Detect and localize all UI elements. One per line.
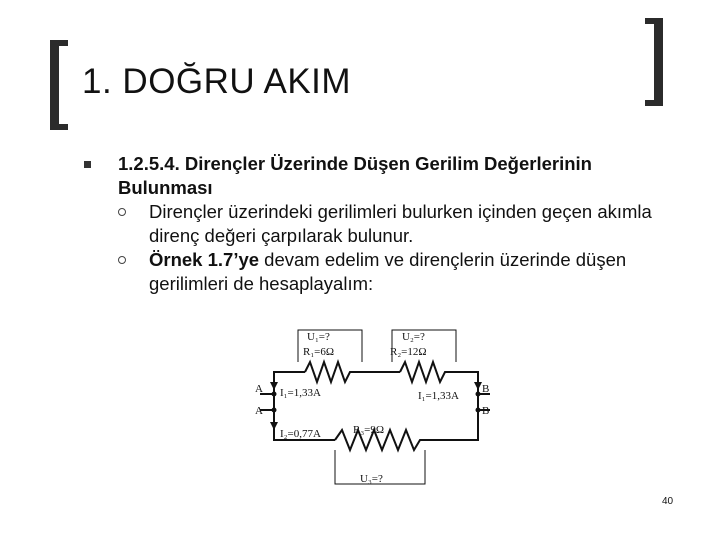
u3-label: U₃=?	[360, 473, 383, 485]
ring-bullet-icon	[118, 208, 126, 216]
heading-text: 1.2.5.4. Dirençler Üzerinde Düşen Gerilim Değerlerinin Bulunması	[118, 153, 592, 198]
circuit-diagram	[250, 322, 500, 492]
sub-bullet-1-text: Dirençler üzerindeki gerilimleri bulurken içinden geçen akımla direnç değeri çarpılarak bulunur.	[149, 201, 652, 246]
u1-label: U₁=?	[307, 331, 330, 343]
r2-label: R₂=12Ω	[390, 346, 427, 358]
resistor-r1	[305, 362, 355, 382]
slide-content	[84, 152, 684, 296]
u2-label: U₂=?	[402, 331, 425, 343]
i1-right-label: I₁=1,33A	[418, 390, 459, 402]
node-a-top: A	[255, 383, 263, 395]
sub-bullet-2-text: devam edelim ve dirençlerin üzerinde düşen gerilimleri de hesaplayalım:	[149, 249, 627, 294]
node-b-top: B	[482, 383, 490, 395]
square-bullet-icon	[84, 161, 91, 168]
r3-label: R₃=9Ω	[353, 424, 385, 436]
ring-bullet-icon	[118, 256, 126, 264]
node-a-bottom: A	[255, 405, 263, 417]
example-reference: Örnek 1.7’ye	[149, 249, 260, 270]
i2-label: I₂=0,77A	[280, 428, 321, 440]
sub-bullet-2	[84, 248, 684, 296]
slide-title: 1. DOĞRU AKIM	[82, 62, 352, 101]
bullet-heading	[84, 152, 684, 200]
i1-left-label: I₁=1,33A	[280, 387, 321, 399]
page-number: 40	[662, 496, 674, 507]
title-bracket-right	[645, 18, 663, 106]
r1-label: R₁=6Ω	[303, 346, 335, 358]
sub-bullet-1	[84, 200, 684, 248]
resistor-r2	[400, 362, 450, 382]
title-bracket-left	[50, 40, 68, 130]
node-b-bottom: B	[482, 405, 490, 417]
